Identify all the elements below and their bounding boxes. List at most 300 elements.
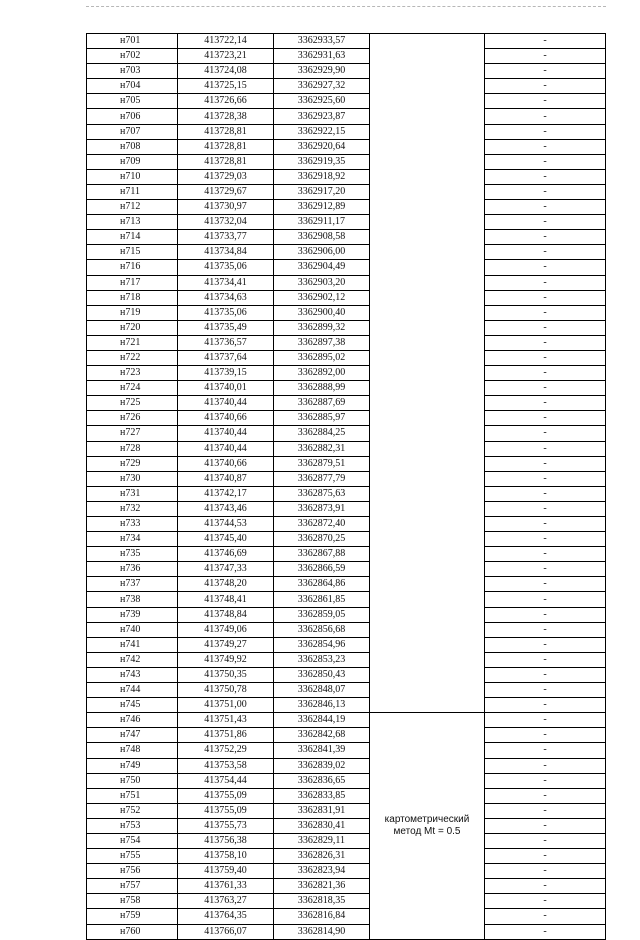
x-coordinate-cell: 413750,35 (178, 667, 274, 682)
point-name-cell: н726 (87, 411, 178, 426)
table-row (87, 622, 606, 637)
x-coordinate-cell: 413752,29 (178, 743, 274, 758)
accuracy-cell: - (485, 622, 606, 637)
point-name-cell: н755 (87, 849, 178, 864)
x-coordinate-cell: 413761,33 (178, 879, 274, 894)
table-row (87, 215, 606, 230)
table-row (87, 607, 606, 622)
y-coordinate-cell: 3362864,86 (274, 577, 370, 592)
x-coordinate-cell: 413755,09 (178, 788, 274, 803)
table-row (87, 245, 606, 260)
y-coordinate-cell: 3362841,39 (274, 743, 370, 758)
table-row (87, 683, 606, 698)
table-row (87, 366, 606, 381)
point-name-cell: н738 (87, 592, 178, 607)
accuracy-cell: - (485, 260, 606, 275)
table-row (87, 456, 606, 471)
x-coordinate-cell: 413740,44 (178, 426, 274, 441)
table-row (87, 139, 606, 154)
table-row (87, 426, 606, 441)
point-name-cell: н740 (87, 622, 178, 637)
point-name-cell: н743 (87, 667, 178, 682)
y-coordinate-cell: 3362848,07 (274, 683, 370, 698)
point-name-cell: н750 (87, 773, 178, 788)
point-name-cell: н732 (87, 501, 178, 516)
table-row (87, 34, 606, 49)
x-coordinate-cell: 413730,97 (178, 200, 274, 215)
accuracy-cell: - (485, 486, 606, 501)
point-name-cell: н719 (87, 305, 178, 320)
method-text: метод Mt = 0.5 (393, 825, 461, 837)
x-coordinate-cell: 413755,73 (178, 818, 274, 833)
y-coordinate-cell: 3362818,35 (274, 894, 370, 909)
accuracy-cell: - (485, 109, 606, 124)
table-row (87, 335, 606, 350)
y-coordinate-cell: 3362853,23 (274, 652, 370, 667)
table-row (87, 109, 606, 124)
y-coordinate-cell: 3362823,94 (274, 864, 370, 879)
y-coordinate-cell: 3362906,00 (274, 245, 370, 260)
table-row (87, 562, 606, 577)
y-coordinate-cell: 3362887,69 (274, 396, 370, 411)
table-row (87, 154, 606, 169)
y-coordinate-cell: 3362902,12 (274, 290, 370, 305)
point-name-cell: н716 (87, 260, 178, 275)
y-coordinate-cell: 3362888,99 (274, 381, 370, 396)
x-coordinate-cell: 413736,57 (178, 335, 274, 350)
x-coordinate-cell: 413754,44 (178, 773, 274, 788)
x-coordinate-cell: 413728,81 (178, 124, 274, 139)
table-row (87, 637, 606, 652)
point-name-cell: н736 (87, 562, 178, 577)
y-coordinate-cell: 3362899,32 (274, 320, 370, 335)
point-name-cell: н707 (87, 124, 178, 139)
point-name-cell: н725 (87, 396, 178, 411)
x-coordinate-cell: 413723,21 (178, 49, 274, 64)
accuracy-cell: - (485, 803, 606, 818)
y-coordinate-cell: 3362933,57 (274, 34, 370, 49)
accuracy-cell: - (485, 788, 606, 803)
accuracy-cell: - (485, 49, 606, 64)
accuracy-cell: - (485, 184, 606, 199)
y-coordinate-cell: 3362867,88 (274, 547, 370, 562)
accuracy-cell: - (485, 320, 606, 335)
table-row (87, 49, 606, 64)
point-name-cell: н744 (87, 683, 178, 698)
accuracy-cell: - (485, 79, 606, 94)
y-coordinate-cell: 3362846,13 (274, 698, 370, 713)
point-name-cell: н741 (87, 637, 178, 652)
table-row (87, 290, 606, 305)
coordinates-table-body (87, 34, 606, 940)
x-coordinate-cell: 413729,03 (178, 169, 274, 184)
point-name-cell: н708 (87, 139, 178, 154)
scan-top-edge (86, 6, 606, 7)
point-name-cell: н735 (87, 547, 178, 562)
table-row (87, 894, 606, 909)
point-name-cell: н751 (87, 788, 178, 803)
table-row (87, 849, 606, 864)
x-coordinate-cell: 413756,38 (178, 833, 274, 848)
accuracy-cell: - (485, 637, 606, 652)
accuracy-cell: - (485, 290, 606, 305)
x-coordinate-cell: 413749,92 (178, 652, 274, 667)
accuracy-cell: - (485, 773, 606, 788)
point-name-cell: н742 (87, 652, 178, 667)
x-coordinate-cell: 413740,87 (178, 471, 274, 486)
point-name-cell: н753 (87, 818, 178, 833)
table-row (87, 184, 606, 199)
accuracy-cell: - (485, 64, 606, 79)
x-coordinate-cell: 413740,66 (178, 456, 274, 471)
x-coordinate-cell: 413740,44 (178, 441, 274, 456)
table-row (87, 320, 606, 335)
point-name-cell: н756 (87, 864, 178, 879)
table-row (87, 350, 606, 365)
y-coordinate-cell: 3362904,49 (274, 260, 370, 275)
y-coordinate-cell: 3362859,05 (274, 607, 370, 622)
table-row (87, 773, 606, 788)
point-name-cell: н729 (87, 456, 178, 471)
accuracy-cell: - (485, 124, 606, 139)
x-coordinate-cell: 413739,15 (178, 366, 274, 381)
accuracy-cell: - (485, 758, 606, 773)
accuracy-cell: - (485, 245, 606, 260)
accuracy-cell: - (485, 215, 606, 230)
y-coordinate-cell: 3362861,85 (274, 592, 370, 607)
table-row (87, 803, 606, 818)
accuracy-cell: - (485, 441, 606, 456)
accuracy-cell: - (485, 381, 606, 396)
y-coordinate-cell: 3362821,36 (274, 879, 370, 894)
accuracy-cell: - (485, 909, 606, 924)
determination-method-cell (370, 713, 485, 939)
accuracy-cell: - (485, 396, 606, 411)
point-name-cell: н757 (87, 879, 178, 894)
table-row (87, 758, 606, 773)
point-name-cell: н722 (87, 350, 178, 365)
point-name-cell: н737 (87, 577, 178, 592)
table-row (87, 275, 606, 290)
accuracy-cell: - (485, 652, 606, 667)
accuracy-cell: - (485, 305, 606, 320)
table-row (87, 788, 606, 803)
accuracy-cell: - (485, 456, 606, 471)
accuracy-cell: - (485, 169, 606, 184)
x-coordinate-cell: 413743,46 (178, 501, 274, 516)
table-row (87, 577, 606, 592)
table-row (87, 879, 606, 894)
x-coordinate-cell: 413747,33 (178, 562, 274, 577)
x-coordinate-cell: 413745,40 (178, 532, 274, 547)
table-row (87, 305, 606, 320)
x-coordinate-cell: 413742,17 (178, 486, 274, 501)
x-coordinate-cell: 413749,27 (178, 637, 274, 652)
point-name-cell: н713 (87, 215, 178, 230)
x-coordinate-cell: 413753,58 (178, 758, 274, 773)
x-coordinate-cell: 413763,27 (178, 894, 274, 909)
accuracy-cell: - (485, 562, 606, 577)
accuracy-cell: - (485, 592, 606, 607)
table-row (87, 411, 606, 426)
accuracy-cell: - (485, 411, 606, 426)
table-row (87, 652, 606, 667)
table-row (87, 381, 606, 396)
point-name-cell: н727 (87, 426, 178, 441)
point-name-cell: н734 (87, 532, 178, 547)
table-row (87, 79, 606, 94)
accuracy-cell: - (485, 577, 606, 592)
point-name-cell: н704 (87, 79, 178, 94)
accuracy-cell: - (485, 849, 606, 864)
point-name-cell: н710 (87, 169, 178, 184)
table-row (87, 713, 606, 728)
accuracy-cell: - (485, 471, 606, 486)
point-name-cell: н715 (87, 245, 178, 260)
y-coordinate-cell: 3362903,20 (274, 275, 370, 290)
x-coordinate-cell: 413740,01 (178, 381, 274, 396)
y-coordinate-cell: 3362895,02 (274, 350, 370, 365)
y-coordinate-cell: 3362920,64 (274, 139, 370, 154)
accuracy-cell: - (485, 501, 606, 516)
y-coordinate-cell: 3362866,59 (274, 562, 370, 577)
accuracy-cell: - (485, 230, 606, 245)
y-coordinate-cell: 3362870,25 (274, 532, 370, 547)
y-coordinate-cell: 3362927,32 (274, 79, 370, 94)
table-row (87, 486, 606, 501)
point-name-cell: н721 (87, 335, 178, 350)
table-row (87, 441, 606, 456)
point-name-cell: н754 (87, 833, 178, 848)
y-coordinate-cell: 3362919,35 (274, 154, 370, 169)
y-coordinate-cell: 3362850,43 (274, 667, 370, 682)
x-coordinate-cell: 413732,04 (178, 215, 274, 230)
accuracy-cell: - (485, 335, 606, 350)
table-row (87, 698, 606, 713)
accuracy-cell: - (485, 728, 606, 743)
table-row (87, 94, 606, 109)
accuracy-cell: - (485, 547, 606, 562)
accuracy-cell: - (485, 667, 606, 682)
table-row (87, 592, 606, 607)
accuracy-cell: - (485, 154, 606, 169)
accuracy-cell: - (485, 683, 606, 698)
y-coordinate-cell: 3362912,89 (274, 200, 370, 215)
y-coordinate-cell: 3362872,40 (274, 517, 370, 532)
y-coordinate-cell: 3362877,79 (274, 471, 370, 486)
table-row (87, 909, 606, 924)
accuracy-cell: - (485, 698, 606, 713)
y-coordinate-cell: 3362833,85 (274, 788, 370, 803)
accuracy-cell: - (485, 894, 606, 909)
x-coordinate-cell: 413734,63 (178, 290, 274, 305)
y-coordinate-cell: 3362830,41 (274, 818, 370, 833)
table-row (87, 667, 606, 682)
y-coordinate-cell: 3362882,31 (274, 441, 370, 456)
point-name-cell: н759 (87, 909, 178, 924)
point-name-cell: н747 (87, 728, 178, 743)
accuracy-cell: - (485, 200, 606, 215)
point-name-cell: н723 (87, 366, 178, 381)
x-coordinate-cell: 413755,09 (178, 803, 274, 818)
accuracy-cell: - (485, 864, 606, 879)
point-name-cell: н702 (87, 49, 178, 64)
point-name-cell: н758 (87, 894, 178, 909)
table-row (87, 124, 606, 139)
point-name-cell: н701 (87, 34, 178, 49)
y-coordinate-cell: 3362918,92 (274, 169, 370, 184)
y-coordinate-cell: 3362816,84 (274, 909, 370, 924)
table-row (87, 517, 606, 532)
y-coordinate-cell: 3362929,90 (274, 64, 370, 79)
y-coordinate-cell: 3362911,17 (274, 215, 370, 230)
x-coordinate-cell: 413750,78 (178, 683, 274, 698)
point-name-cell: н748 (87, 743, 178, 758)
table-row (87, 501, 606, 516)
point-name-cell: н760 (87, 924, 178, 939)
x-coordinate-cell: 413735,06 (178, 305, 274, 320)
x-coordinate-cell: 413751,43 (178, 713, 274, 728)
y-coordinate-cell: 3362839,02 (274, 758, 370, 773)
x-coordinate-cell: 413759,40 (178, 864, 274, 879)
x-coordinate-cell: 413722,14 (178, 34, 274, 49)
y-coordinate-cell: 3362814,90 (274, 924, 370, 939)
x-coordinate-cell: 413766,07 (178, 924, 274, 939)
table-row (87, 532, 606, 547)
point-name-cell: н706 (87, 109, 178, 124)
accuracy-cell: - (485, 833, 606, 848)
y-coordinate-cell: 3362908,58 (274, 230, 370, 245)
accuracy-cell: - (485, 818, 606, 833)
accuracy-cell: - (485, 924, 606, 939)
x-coordinate-cell: 413724,08 (178, 64, 274, 79)
point-name-cell: н705 (87, 94, 178, 109)
y-coordinate-cell: 3362884,25 (274, 426, 370, 441)
y-coordinate-cell: 3362931,63 (274, 49, 370, 64)
y-coordinate-cell: 3362831,91 (274, 803, 370, 818)
accuracy-cell: - (485, 34, 606, 49)
y-coordinate-cell: 3362879,51 (274, 456, 370, 471)
x-coordinate-cell: 413740,44 (178, 396, 274, 411)
table-row (87, 260, 606, 275)
table-row (87, 833, 606, 848)
point-name-cell: н752 (87, 803, 178, 818)
y-coordinate-cell: 3362829,11 (274, 833, 370, 848)
x-coordinate-cell: 413737,64 (178, 350, 274, 365)
table-row (87, 230, 606, 245)
x-coordinate-cell: 413744,53 (178, 517, 274, 532)
accuracy-cell: - (485, 94, 606, 109)
point-name-cell: н730 (87, 471, 178, 486)
point-name-cell: н720 (87, 320, 178, 335)
x-coordinate-cell: 413735,49 (178, 320, 274, 335)
accuracy-cell: - (485, 366, 606, 381)
table-row (87, 396, 606, 411)
y-coordinate-cell: 3362844,19 (274, 713, 370, 728)
table-row (87, 169, 606, 184)
point-name-cell: н717 (87, 275, 178, 290)
method-text: картометрический (384, 813, 470, 825)
point-name-cell: н745 (87, 698, 178, 713)
x-coordinate-cell: 413740,66 (178, 411, 274, 426)
point-name-cell: н712 (87, 200, 178, 215)
table-row (87, 200, 606, 215)
x-coordinate-cell: 413729,67 (178, 184, 274, 199)
determination-method-cell (370, 34, 485, 713)
x-coordinate-cell: 413735,06 (178, 260, 274, 275)
point-name-cell: н703 (87, 64, 178, 79)
y-coordinate-cell: 3362897,38 (274, 335, 370, 350)
accuracy-cell: - (485, 607, 606, 622)
accuracy-cell: - (485, 517, 606, 532)
x-coordinate-cell: 413751,86 (178, 728, 274, 743)
table-row (87, 818, 606, 833)
accuracy-cell: - (485, 879, 606, 894)
point-name-cell: н731 (87, 486, 178, 501)
y-coordinate-cell: 3362925,60 (274, 94, 370, 109)
x-coordinate-cell: 413734,41 (178, 275, 274, 290)
point-name-cell: н739 (87, 607, 178, 622)
point-name-cell: н718 (87, 290, 178, 305)
table-row (87, 64, 606, 79)
table-row (87, 924, 606, 939)
point-name-cell: н724 (87, 381, 178, 396)
y-coordinate-cell: 3362922,15 (274, 124, 370, 139)
table-row (87, 547, 606, 562)
y-coordinate-cell: 3362885,97 (274, 411, 370, 426)
y-coordinate-cell: 3362875,63 (274, 486, 370, 501)
y-coordinate-cell: 3362856,68 (274, 622, 370, 637)
table-row (87, 471, 606, 486)
x-coordinate-cell: 413748,84 (178, 607, 274, 622)
x-coordinate-cell: 413725,15 (178, 79, 274, 94)
table-row (87, 728, 606, 743)
y-coordinate-cell: 3362842,68 (274, 728, 370, 743)
x-coordinate-cell: 413764,35 (178, 909, 274, 924)
x-coordinate-cell: 413728,81 (178, 139, 274, 154)
accuracy-cell: - (485, 139, 606, 154)
x-coordinate-cell: 413734,84 (178, 245, 274, 260)
x-coordinate-cell: 413748,41 (178, 592, 274, 607)
point-name-cell: н746 (87, 713, 178, 728)
point-name-cell: н733 (87, 517, 178, 532)
accuracy-cell: - (485, 350, 606, 365)
accuracy-cell: - (485, 532, 606, 547)
point-name-cell: н749 (87, 758, 178, 773)
accuracy-cell: - (485, 426, 606, 441)
coordinates-table (86, 33, 606, 940)
y-coordinate-cell: 3362826,31 (274, 849, 370, 864)
x-coordinate-cell: 413749,06 (178, 622, 274, 637)
y-coordinate-cell: 3362923,87 (274, 109, 370, 124)
accuracy-cell: - (485, 743, 606, 758)
x-coordinate-cell: 413746,69 (178, 547, 274, 562)
x-coordinate-cell: 413758,10 (178, 849, 274, 864)
point-name-cell: н711 (87, 184, 178, 199)
x-coordinate-cell: 413751,00 (178, 698, 274, 713)
table-row (87, 864, 606, 879)
y-coordinate-cell: 3362854,96 (274, 637, 370, 652)
y-coordinate-cell: 3362873,91 (274, 501, 370, 516)
x-coordinate-cell: 413728,38 (178, 109, 274, 124)
x-coordinate-cell: 413728,81 (178, 154, 274, 169)
point-name-cell: н728 (87, 441, 178, 456)
x-coordinate-cell: 413726,66 (178, 94, 274, 109)
y-coordinate-cell: 3362892,00 (274, 366, 370, 381)
point-name-cell: н709 (87, 154, 178, 169)
y-coordinate-cell: 3362900,40 (274, 305, 370, 320)
accuracy-cell: - (485, 275, 606, 290)
